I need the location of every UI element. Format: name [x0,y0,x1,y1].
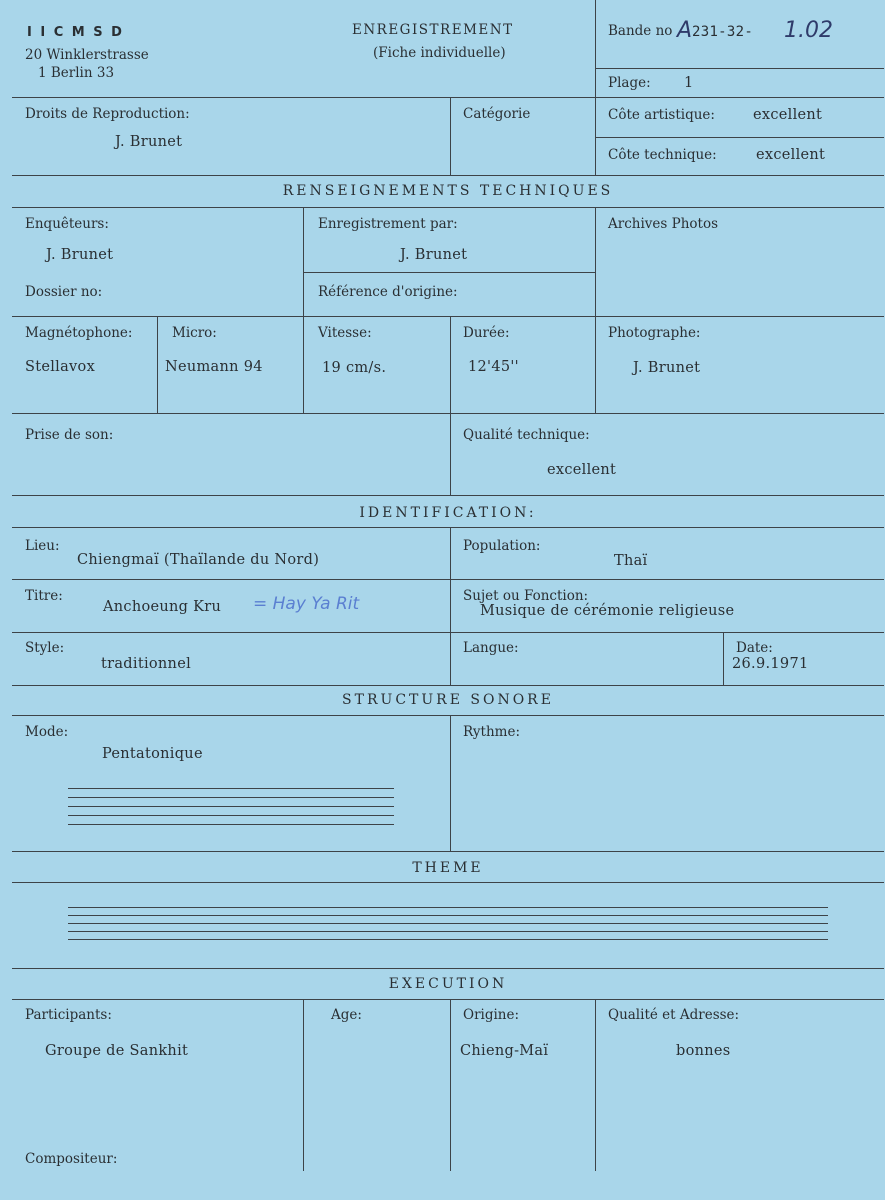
lieu-label: Lieu: [25,538,60,554]
rule [12,579,884,580]
population-label: Population: [463,538,541,554]
form-title: ENREGISTREMENT [352,22,514,38]
rule [450,97,451,176]
rule [595,68,884,69]
droits-value: J. Brunet [115,134,183,150]
qualite-adresse-label: Qualité et Adresse: [608,1007,740,1023]
photographe-label: Photographe: [608,325,701,341]
sujet-value: Musique de cérémonie religieuse [480,603,735,619]
rule [12,316,884,317]
lieu-value: Chiengmaï (Thaïlande du Nord) [77,552,320,568]
rule [595,137,884,138]
rule [723,632,724,686]
participants-value: Groupe de Sankhit [45,1043,189,1059]
reference-label: Référence d'origine: [318,284,458,300]
archives-photos-label: Archives Photos [608,216,718,232]
rule [12,175,884,176]
rule [12,685,884,686]
org-name: I I C M S D [27,25,124,40]
style-value: traditionnel [101,656,192,672]
section-tech-title: RENSEIGNEMENTS TECHNIQUES [282,183,614,199]
staff-line [68,806,394,807]
staff-line [68,788,394,789]
rule [450,316,451,414]
rule [303,272,595,273]
magnetophone-value: Stellavox [25,359,96,375]
rule [450,527,451,686]
cote-artistique-label: Côte artistique: [608,107,715,123]
micro-label: Micro: [172,325,217,341]
origine-value: Chieng-Maï [460,1043,549,1059]
section-theme-title: THEME [412,860,484,876]
droits-label: Droits de Reproduction: [25,106,190,122]
date-value: 26.9.1971 [732,656,809,672]
rule [450,999,451,1171]
rule [450,715,451,852]
sujet-label: Sujet ou Fonction: [463,588,589,604]
style-label: Style: [25,640,65,656]
rule [12,413,884,414]
participants-label: Participants: [25,1007,112,1023]
staff-line [68,915,828,916]
rule [157,316,158,414]
bande-suffix: 1.02 [784,18,833,43]
titre-handwritten: = Hay Ya Rit [253,594,360,614]
micro-value: Neumann 94 [165,359,263,375]
rule [12,999,884,1000]
cote-technique-label: Côte technique: [608,147,717,163]
rule [595,999,596,1171]
plage-label: Plage: [608,75,651,91]
bande-number: 231-32- [692,24,754,40]
rule [450,413,451,496]
org-address-street: 20 Winklerstrasse [25,47,149,63]
staff-line [68,824,394,825]
rule [12,968,884,969]
staff-line [68,931,828,932]
staff-line [68,923,828,924]
compositeur-label: Compositeur: [25,1151,118,1167]
org-address-city: 1 Berlin 33 [38,65,115,81]
titre-label: Titre: [25,588,63,604]
vitesse-value: 19 cm/s. [322,360,387,376]
age-label: Age: [331,1007,362,1023]
bande-prefix: A [677,18,693,43]
rule [12,207,884,208]
langue-label: Langue: [463,640,519,656]
mode-value: Pentatonique [102,746,203,762]
section-identification-title: IDENTIFICATION: [359,505,537,521]
enregistrement-par-label: Enregistrement par: [318,216,458,232]
date-label: Date: [736,640,773,656]
categorie-label: Catégorie [463,106,531,122]
magnetophone-label: Magnétophone: [25,325,133,341]
qualite-adresse-value: bonnes [676,1043,731,1059]
rule [12,715,884,716]
rule [303,207,304,414]
duree-label: Durée: [463,325,510,341]
qualite-technique-value: excellent [547,462,617,478]
dossier-label: Dossier no: [25,284,103,300]
form-subtitle: (Fiche individuelle) [373,45,506,61]
titre-value: Anchoeung Kru [103,599,222,615]
rule [303,999,304,1171]
duree-value: 12'45'' [468,359,519,375]
cote-technique-value: excellent [756,147,826,163]
section-execution-title: EXECUTION [388,976,508,992]
enqueteurs-value: J. Brunet [46,247,114,263]
vitesse-label: Vitesse: [318,325,372,341]
staff-line [68,797,394,798]
population-value: Thaï [614,553,648,569]
rule [595,0,596,176]
mode-label: Mode: [25,724,69,740]
bande-label: Bande no [608,23,673,39]
section-structure-title: STRUCTURE SONORE [342,692,554,708]
rule [595,207,596,414]
rule [12,495,884,496]
rule [12,632,884,633]
enregistrement-par-value: J. Brunet [400,247,468,263]
cote-artistique-value: excellent [753,107,823,123]
origine-label: Origine: [463,1007,520,1023]
prise-de-son-label: Prise de son: [25,427,114,443]
photographe-value: J. Brunet [633,360,701,376]
rule [12,97,884,98]
plage-value: 1 [684,75,694,91]
enqueteurs-label: Enquêteurs: [25,216,109,232]
staff-line [68,907,828,908]
rythme-label: Rythme: [463,724,521,740]
rule [12,882,884,883]
qualite-technique-label: Qualité technique: [463,427,590,443]
staff-line [68,939,828,940]
rule [12,527,884,528]
staff-line [68,815,394,816]
rule [12,851,884,852]
